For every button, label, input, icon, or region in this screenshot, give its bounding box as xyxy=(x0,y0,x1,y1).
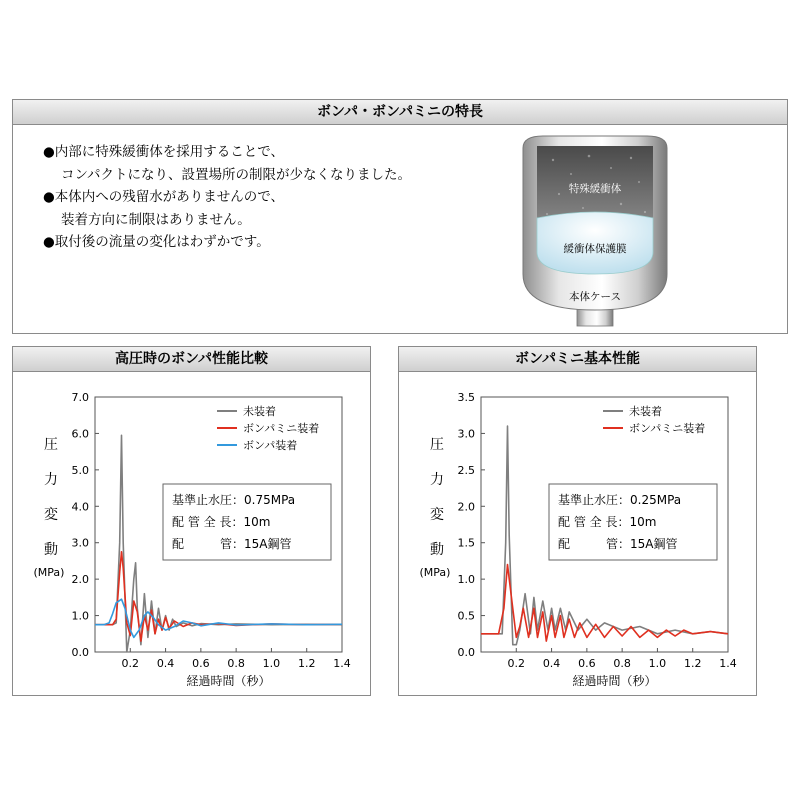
legend-label: ボンパミニ装着 xyxy=(243,422,320,435)
x-tick-label: 1.4 xyxy=(333,657,351,670)
chart-title: ボンパミニ基本性能 xyxy=(399,347,756,372)
x-tick-label: 0.4 xyxy=(156,657,175,670)
y-tick-label: 2.0 xyxy=(457,500,475,514)
y-axis-label: (MPa) xyxy=(419,566,451,579)
y-axis-label: 動 xyxy=(44,542,58,558)
y-tick-label: 0.0 xyxy=(71,646,89,659)
feature-line: ●取付後の流量の変化はわずかです。 xyxy=(43,234,270,250)
y-axis-label: 力 xyxy=(430,472,444,488)
x-tick-label: 1.0 xyxy=(262,657,281,670)
diagram-bottom-label: 本体ケース xyxy=(569,291,621,303)
legend-label: ボンパ装着 xyxy=(243,439,298,452)
y-tick-label: 3.0 xyxy=(71,536,89,550)
chart-right xyxy=(399,371,756,695)
condition-text: 配 管 全 長：10m xyxy=(172,515,271,529)
x-tick-label: 0.6 xyxy=(192,657,210,670)
condition-text: 基準止水圧：0.75MPa xyxy=(172,493,296,507)
y-tick-label: 7.0 xyxy=(71,391,89,404)
condition-text: 配 管 全 長：10m xyxy=(558,515,657,529)
x-tick-label: 0.6 xyxy=(578,657,596,670)
x-tick-label: 1.4 xyxy=(719,657,737,670)
x-axis-label: 経過時間（秒） xyxy=(572,674,657,688)
features-title: ボンパ・ボンパミニの特長 xyxy=(13,100,787,125)
features-list xyxy=(43,141,411,254)
y-axis-label: 変 xyxy=(44,507,58,523)
chart-title: 高圧時のボンパ性能比較 xyxy=(13,347,370,372)
y-tick-label: 2.0 xyxy=(71,573,89,587)
x-tick-label: 0.8 xyxy=(613,657,631,670)
y-tick-label: 0.0 xyxy=(457,646,475,659)
y-tick-label: 3.5 xyxy=(457,391,475,404)
x-tick-label: 0.2 xyxy=(121,657,140,670)
condition-text: 配 管：15A鋼管 xyxy=(172,537,292,551)
y-tick-label: 0.5 xyxy=(457,609,475,623)
legend-label: ボンパミニ装着 xyxy=(629,422,706,435)
legend-label: 未装着 xyxy=(243,405,276,418)
x-tick-label: 1.2 xyxy=(297,657,316,670)
x-tick-label: 1.2 xyxy=(683,657,702,670)
condition-text: 配 管：15A鋼管 xyxy=(558,537,678,551)
y-tick-label: 6.0 xyxy=(71,427,89,441)
y-axis-label: 動 xyxy=(430,542,444,558)
legend-label: 未装着 xyxy=(629,405,662,418)
y-axis-label: (MPa) xyxy=(33,566,65,579)
bonpa-cross-section-diagram xyxy=(513,134,677,330)
feature-line: ●内部に特殊緩衝体を採用することで、 xyxy=(43,144,285,160)
x-tick-label: 1.0 xyxy=(648,657,667,670)
chart-panel-left xyxy=(12,346,371,696)
y-axis-label: 変 xyxy=(430,507,444,523)
x-tick-label: 0.8 xyxy=(227,657,245,670)
y-axis-label: 力 xyxy=(44,472,58,488)
features-panel xyxy=(12,99,788,334)
y-tick-label: 2.5 xyxy=(457,463,475,477)
feature-line: コンパクトになり、設置場所の制限が少なくなりました。 xyxy=(61,166,412,183)
y-tick-label: 3.0 xyxy=(457,427,475,441)
feature-line: ●本体内への残留水がありませんので、 xyxy=(43,189,285,205)
x-tick-label: 0.2 xyxy=(507,657,526,670)
feature-line: 装着方向に制限はありません。 xyxy=(61,211,251,228)
y-axis-label: 圧 xyxy=(430,437,444,453)
condition-text: 基準止水圧：0.25MPa xyxy=(558,493,682,507)
chart-left xyxy=(13,371,370,695)
diagram-mid-label: 緩衝体保護膜 xyxy=(563,243,627,255)
chart-panel-right xyxy=(398,346,757,696)
y-tick-label: 5.0 xyxy=(71,463,89,477)
y-axis-label: 圧 xyxy=(44,437,58,453)
y-tick-label: 1.0 xyxy=(457,573,475,587)
y-tick-label: 1.5 xyxy=(457,536,475,550)
y-tick-label: 4.0 xyxy=(71,500,89,514)
x-tick-label: 0.4 xyxy=(542,657,561,670)
diagram-top-label: 特殊緩衝体 xyxy=(568,183,622,195)
x-axis-label: 経過時間（秒） xyxy=(186,674,271,688)
y-tick-label: 1.0 xyxy=(71,609,89,623)
